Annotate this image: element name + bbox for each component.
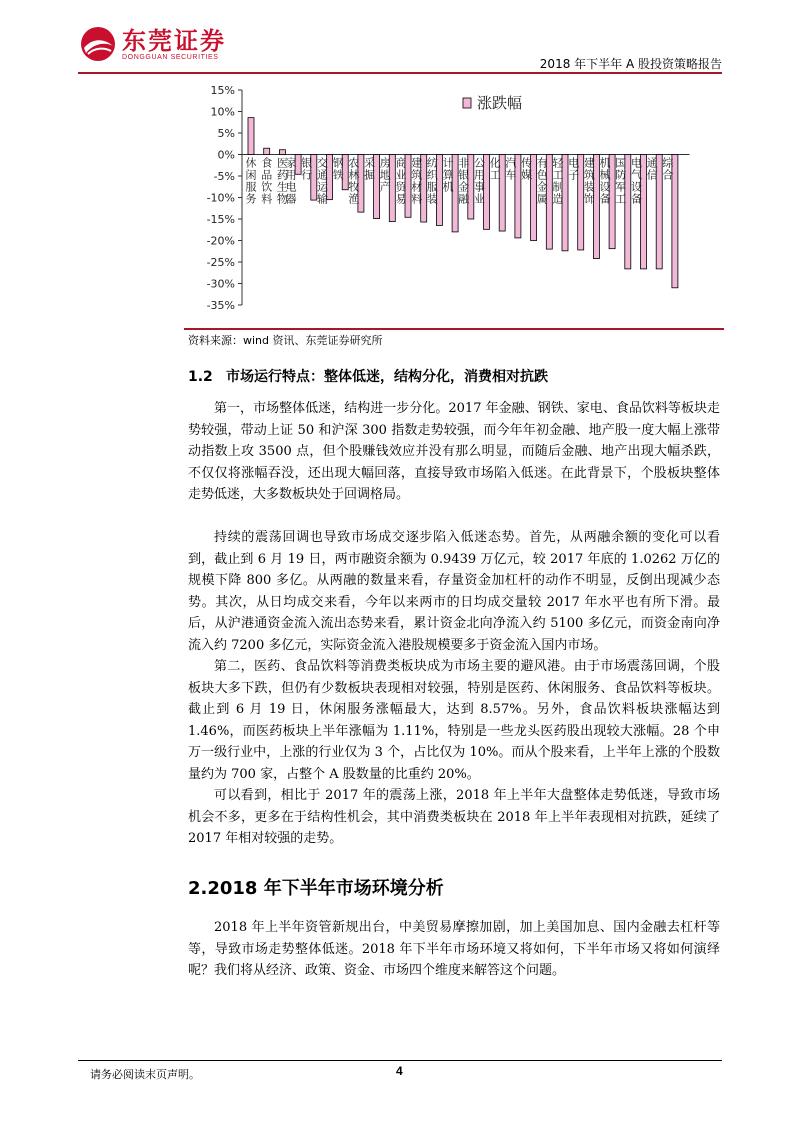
category-label: 传媒 [521, 156, 533, 182]
logo-chinese-name: 东莞证券 [122, 26, 226, 55]
bar-2 [264, 148, 270, 154]
category-label: 银行 [301, 156, 313, 182]
paragraph-1: 第一，市场整体低迷，结构进一步分化。2017 年金融、钢铁、家电、食品饮料等板块走势较强，带动上证 50 和沪深 300 指数走势较强，而今年年初金融、地产股一度大幅上涨带动指数上攻 3500 点，但个股赚钱效应并没有那么明显，而随后金融、地产出现大幅杀跌，不仅仅将涨幅吞没，还出现大幅回落，直接导致市场陷入低迷。在此背景下，个股板块整体走势低迷，大多数板块处于回调格局。 [188, 401, 720, 502]
source-divider [184, 328, 724, 330]
category-label: 电气设备 [631, 156, 642, 206]
category-label: 非银金融 [458, 156, 470, 206]
category-label: 交通运输 [317, 156, 328, 206]
footer-divider [78, 1060, 722, 1061]
category-label: 商业贸易 [395, 156, 407, 206]
section-heading-2: 2.2018 年下半年市场环境分析 [188, 878, 444, 899]
category-label: 计算机 [442, 156, 454, 194]
category-label: 采掘 [364, 156, 376, 182]
paragraph-5: 2018 年上半年资管新规出台，中美贸易摩擦加剧，加上美国加息、国内金融去杠杆等等，导致市场走势整体低迷。2018 年下半年市场环境又将如何，下半年市场又将如何演绎呢？我们将从经济、政策、资金、市场四个维度来解答这个问题。 [188, 920, 720, 978]
y-tick-label: 5% [217, 127, 235, 140]
category-label: 房地产 [379, 156, 391, 194]
y-tick-label: -15% [206, 213, 235, 226]
category-label: 国防军工 [615, 156, 627, 206]
section-heading-1-2 [188, 366, 548, 386]
category-label: 建筑材料 [411, 156, 423, 206]
y-tick-label: 0% [217, 148, 235, 162]
y-tick-label: -5% [213, 170, 235, 183]
category-label: 汽车 [505, 156, 517, 182]
section-number: 1.2 [188, 369, 213, 385]
company-logo [80, 26, 226, 62]
header-divider [78, 72, 722, 74]
category-label: 建筑装饰 [583, 156, 595, 206]
y-tick-label: 15% [210, 84, 235, 97]
category-label: 休闲服务 [245, 156, 257, 206]
category-label: 家用电器 [285, 156, 297, 206]
y-tick-label: -10% [206, 191, 235, 205]
y-tick-label: 10% [210, 105, 235, 119]
legend-swatch [463, 98, 471, 108]
category-label: 食品饮料 [261, 156, 273, 206]
category-label: 机械设备 [599, 156, 611, 206]
category-label: 电子 [568, 156, 580, 182]
section-title: 市场运行特点：整体低迷，结构分化，消费相对抗跌 [226, 369, 548, 385]
paragraph-3: 第二，医药、食品饮料等消费类板块成为市场主要的避风港。由于市场震荡回调，个股板块大多下跌，但仍有少数板块表现相对较强，特别是医药、休闲服务、食品饮料等板块。截止到 6 月 19 日，休闲服务涨幅最大，达到 8.57%。另外，食品饮料板块涨幅达到 1.46%，而医药板块上半年涨幅为 1.11%，特别是一些龙头医药股出现较大涨幅。28 个申万一级行业中，上涨的行业仅为 3 个，占比仅为 10%。而从个股来看，上半年上涨的个股数量约为 700 家，占整个 A 股数量的比重约 20%。 [188, 659, 720, 782]
page-number: 4 [396, 1064, 403, 1078]
category-label: 医药生物 [276, 156, 288, 206]
y-tick-label: -20% [206, 234, 235, 248]
category-label: 轻工制造 [552, 156, 564, 206]
bar-1 [248, 118, 254, 155]
chart-source-note: 资料来源：wind 资讯、东莞证券研究所 [188, 334, 383, 347]
footer-disclaimer: 请务必阅读末页声明。 [90, 1068, 200, 1081]
bar-chart [180, 78, 740, 323]
category-label: 钢铁 [332, 156, 344, 182]
bar-3 [279, 150, 285, 155]
paragraph-4: 可以看到，相比于 2017 年的震荡上涨，2018 年上半年大盘整体走势低迷，导致市场机会不多，更多在于结构性机会，其中消费类板块在 2018 年上半年表现相对抗跌，延续了 2017 年相对较强的走势。 [188, 788, 720, 846]
category-label: 通信 [646, 156, 658, 182]
industry-change-chart [180, 78, 740, 323]
category-label: 公用事业 [474, 156, 485, 206]
category-label: 化工 [489, 156, 501, 182]
logo-english-name: DONGGUAN SECURITIES [122, 53, 219, 61]
logo-emblem-icon [80, 26, 116, 62]
category-label: 纺织服装 [426, 156, 438, 206]
y-tick-label: -25% [206, 256, 235, 269]
category-label: 农林牧渔 [348, 156, 360, 206]
paragraph-2: 持续的震荡回调也导致市场成交逐步陷入低迷态势。首先，从两融余额的变化可以看到，截止到 6 月 19 日，两市融资余额为 0.9439 万亿元，较 2017 年底的 1.0262 万亿的规模下降 800 多亿。从两融的数量来看，存量资金加杠杆的动作不明显，反倒出现减少态势。其次，从日均成交来看，今年以来两市的日均成交量较 2017 年水平也有所下滑。最后，从沪港通资金流入流出态势来看，累计资金北向净流入约 5100 多亿元，而资金南向净流入约 7200 多亿元，实际资金流入港股规模要多于资金流入国内市场。 [188, 530, 720, 653]
legend-label: 涨跌幅 [477, 94, 523, 112]
y-tick-label: -30% [206, 277, 235, 291]
category-label: 有色金属 [536, 156, 548, 206]
report-title: 2018 年下半年 A 股投资策略报告 [539, 57, 722, 71]
y-tick-label: -35% [206, 299, 235, 312]
category-label: 综合 [662, 156, 674, 182]
